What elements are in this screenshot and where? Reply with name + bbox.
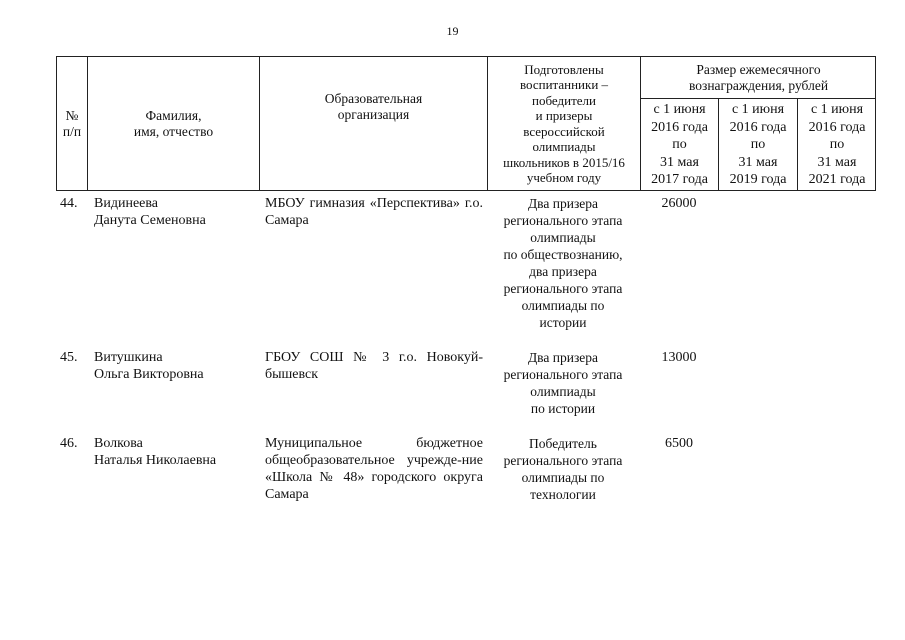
header-award-group: Размер ежемесячного вознаграждения, рублей [688,61,829,93]
row-organization: МБОУ гимназия «Перспектива» г.о. Самара [265,196,483,228]
page-number: 19 [446,24,459,38]
header-org: Образовательная организация [324,90,423,122]
row-amount: 13000 [661,350,697,365]
row-amount: 6500 [665,436,693,451]
row-achievement: Два призера регионального этапа олимпиады по истории [503,350,623,416]
row-fio: Витушкина Ольга Викторовна [94,350,204,382]
header-period-2019: с 1 июня 2016 года по 31 мая 2019 года [729,102,787,188]
header-period-2017: с 1 июня 2016 года по 31 мая 2017 года [651,102,708,188]
row-organization: Муниципальное бюджетное общеобразовательное учрежде-ние «Школа № 48» городского округа Самара [265,436,483,502]
row-achievement: Два призера регионального этапа олимпиады по обществознанию, два призера регионального этапа олимпиады по истории [503,196,623,330]
header-period-2021: с 1 июня 2016 года по 31 мая 2021 года [808,102,866,188]
row-amount: 26000 [661,196,697,211]
header-num: № п/п [62,107,82,139]
row-fio: Волкова Наталья Николаевна [94,436,217,468]
row-organization: ГБОУ СОШ № 3 г.о. Новокуй-бышевск [265,350,483,382]
row-number: 44. [60,196,78,211]
row-number: 45. [60,350,78,365]
header-achievement: Подготовлены воспитанники – победители и призеры всероссийской олимпиады школьников в 2015/16 учебном году [503,61,625,185]
row-achievement: Победитель регионального этапа олимпиады по технологии [503,436,623,502]
row-fio: Видинеева Данута Семеновна [94,196,206,228]
row-number: 46. [60,436,78,451]
header-fio: Фамилия, имя, отчество [133,107,214,139]
